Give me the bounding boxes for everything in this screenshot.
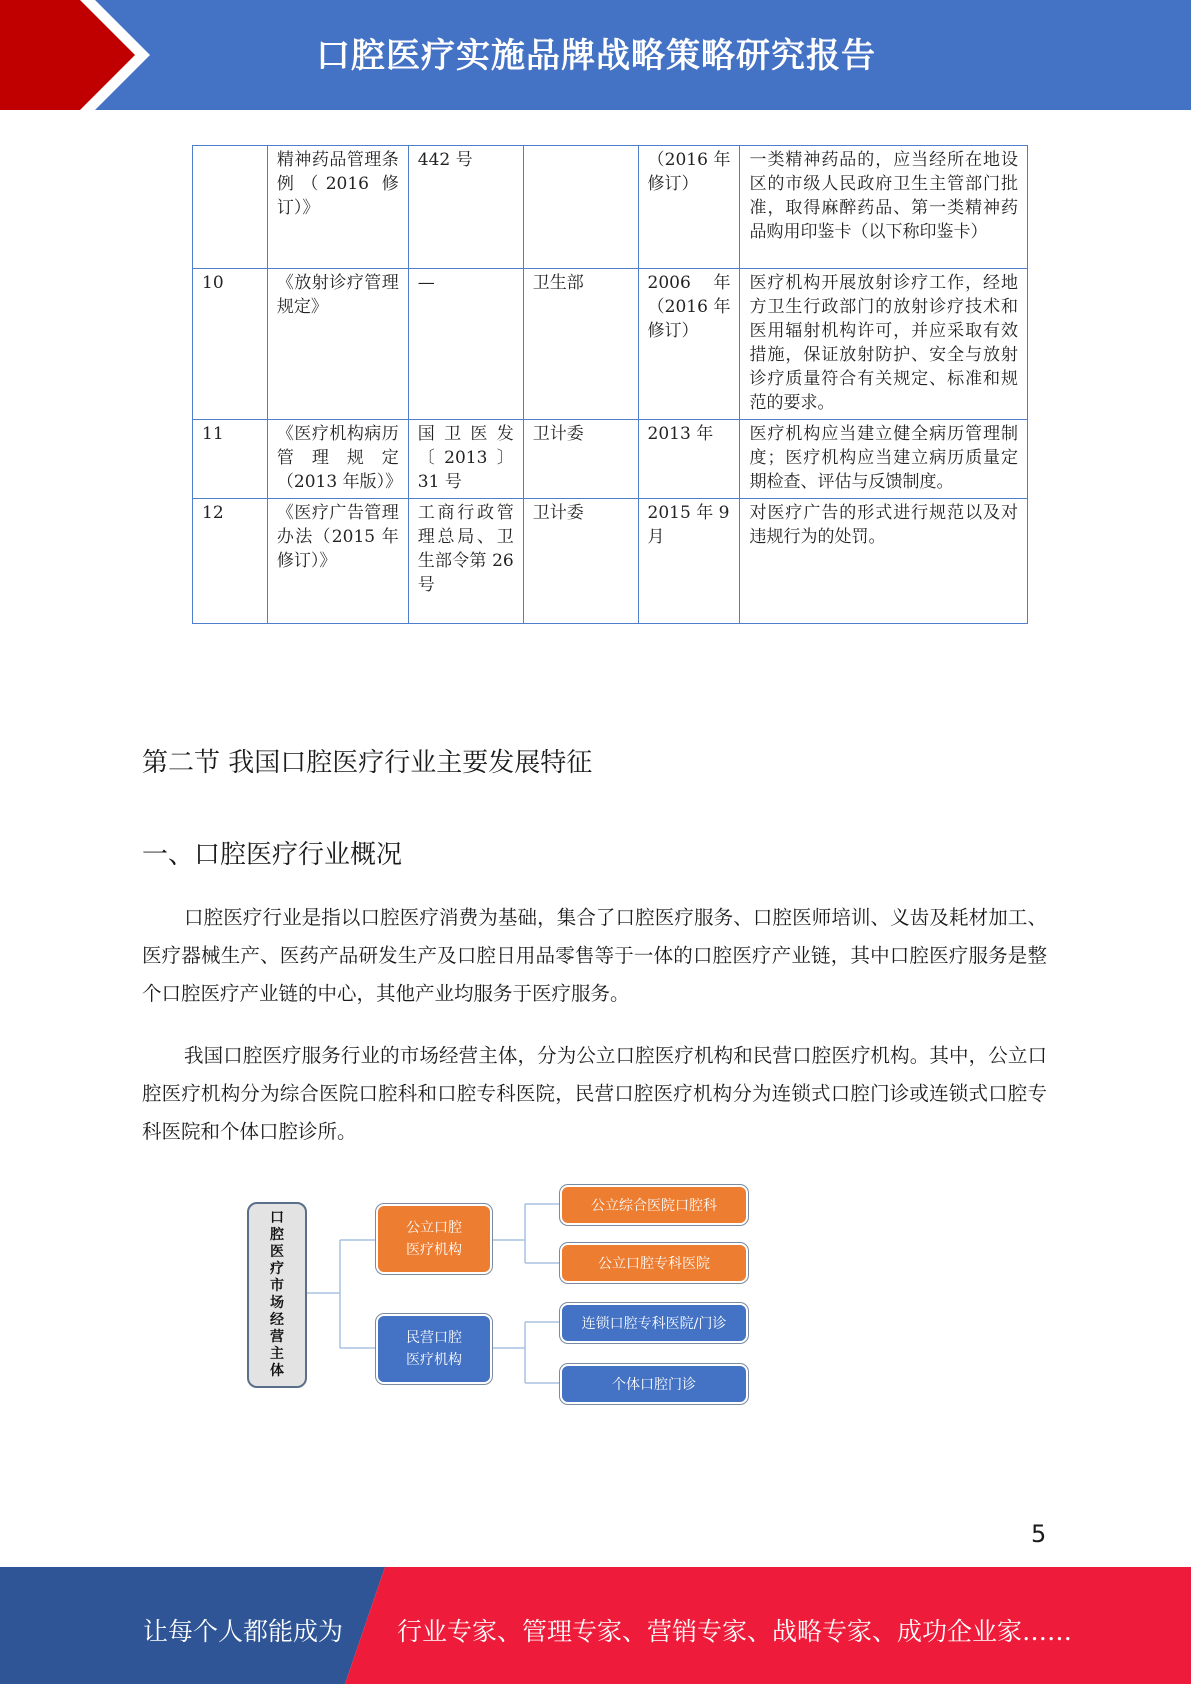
diagram-leaf-node: 公立口腔专科医院	[560, 1243, 748, 1283]
table-cell-no: 10	[193, 269, 268, 420]
paragraph: 我国口腔医疗服务行业的市场经营主体，分为公立口腔医疗机构和民营口腔医疗机构。其中，公立口腔医疗机构分为综合医院口腔科和口腔专科医院，民营口腔医疗机构分为连锁式口腔门诊或连锁式口腔专科医院和个体口腔诊所。	[142, 1044, 1047, 1143]
sub-heading: 一、口腔医疗行业概况	[142, 840, 403, 870]
table-cell-no: 12	[193, 499, 268, 624]
paragraph: 口腔医疗行业是指以口腔医疗消费为基础，集合了口腔医疗服务、口腔医师培训、义齿及耗材加工、医疗器械生产、医药产品研发生产及口腔日用品零售等于一体的口腔医疗产业链，其中口腔医疗服务是整个口腔医疗产业链的中心，其他产业均服务于医疗服务。	[142, 906, 1047, 1005]
diagram-root-label: 口腔医疗市场经营主体	[270, 1210, 284, 1379]
table-cell-doc: 442 号	[408, 146, 523, 269]
table-cell-name: 精神药品管理条例（2016 修订）》	[267, 146, 408, 269]
table-cell-date: 2015 年 9 月	[638, 499, 740, 624]
diagram-node-public	[376, 1204, 492, 1274]
diagram-node-private-line1: 民营口腔	[406, 1330, 462, 1346]
footer-slogan-left: 让每个人都能成为	[143, 1617, 344, 1646]
table-cell-doc: 工商行政管理总局、卫生部令第 26 号	[408, 499, 523, 624]
table-cell-name: 《放射诊疗管理规定》	[267, 269, 408, 420]
table-cell-name: 《医疗机构病历管理规定（2013 年版）》	[267, 420, 408, 499]
regulation-table	[192, 145, 1028, 624]
report-title: 口腔医疗实施品牌战略策略研究报告	[316, 36, 876, 76]
table-cell-doc: 国卫医发〔2013〕31 号	[408, 420, 523, 499]
table-cell-dept	[523, 146, 638, 269]
table-cell-date: 2013 年	[638, 420, 740, 499]
market-structure-diagram	[240, 1180, 760, 1410]
table-cell-name: 《医疗广告管理办法（2015 年修订）》	[267, 499, 408, 624]
table-row	[193, 420, 1028, 499]
table-cell-content: 一类精神药品的，应当经所在地设区的市级人民政府卫生主管部门批准，取得麻醉药品、第一类精神药品购用印鉴卡（以下称印鉴卡）	[740, 146, 1028, 269]
footer-slogan-right: 行业专家、管理专家、营销专家、战略专家、成功企业家……	[397, 1617, 1073, 1646]
table-cell-content: 医疗机构开展放射诊疗工作，经地方卫生行政部门的放射诊疗技术和医用辐射机构许可，并应采取有效措施，保证放射防护、安全与放射诊疗质量符合有关规定、标准和规范的要求。	[740, 269, 1028, 420]
table-cell-dept: 卫计委	[523, 499, 638, 624]
diagram-node-public-label	[406, 1217, 462, 1261]
table-cell-content: 对医疗广告的形式进行规范以及对违规行为的处罚。	[740, 499, 1028, 624]
section-heading: 第二节 我国口腔医疗行业主要发展特征	[142, 748, 593, 778]
table-cell-no: 11	[193, 420, 268, 499]
diagram-leaf-node: 连锁口腔专科医院/门诊	[560, 1303, 748, 1343]
diagram-leaf-node: 公立综合医院口腔科	[560, 1185, 748, 1225]
diagram-leaf-node: 个体口腔门诊	[560, 1364, 748, 1404]
page-number: 5	[1031, 1520, 1047, 1548]
diagram-node-private-label	[406, 1327, 462, 1371]
page-header	[0, 0, 1191, 110]
table-cell-dept: 卫计委	[523, 420, 638, 499]
table-cell-date: 2006 年（2016 年修订）	[638, 269, 740, 420]
table-cell-no	[193, 146, 268, 269]
chevron-decoration	[0, 0, 160, 110]
table-row	[193, 269, 1028, 420]
table-row	[193, 146, 1028, 269]
table-cell-content: 医疗机构应当建立健全病历管理制度；医疗机构应当建立病历质量定期检查、评估与反馈制度。	[740, 420, 1028, 499]
diagram-node-private	[376, 1314, 492, 1384]
table-cell-doc: —	[408, 269, 523, 420]
diagram-node-public-line2: 医疗机构	[406, 1242, 462, 1258]
table-cell-date: （2016 年修订）	[638, 146, 740, 269]
diagram-root-node	[247, 1202, 307, 1388]
diagram-node-private-line2: 医疗机构	[406, 1352, 462, 1368]
table-row	[193, 499, 1028, 624]
table-cell-dept: 卫生部	[523, 269, 638, 420]
diagram-node-public-line1: 公立口腔	[406, 1220, 462, 1236]
